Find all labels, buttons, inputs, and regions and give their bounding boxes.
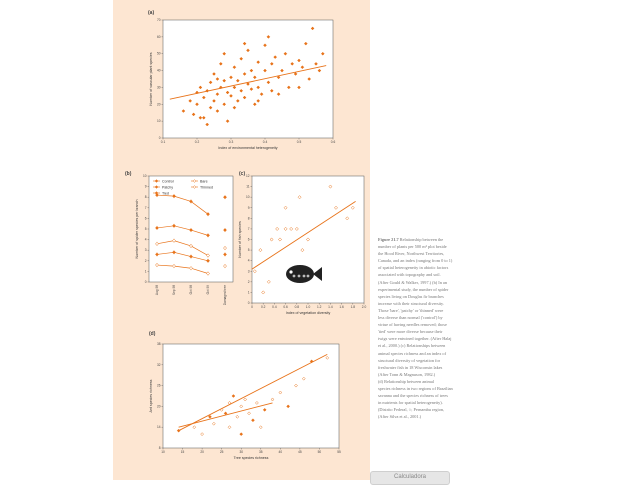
y-axis-label: Number of spider species per branch: [135, 199, 139, 259]
x-tick-label: 0.2: [194, 140, 200, 144]
caption-line: Those 'bare', 'patchy' or 'thinned' were: [378, 307, 444, 313]
caption-line: (After Tonn & Magnuson, 1982.): [378, 371, 436, 377]
caption-line: (Distrito Federal, ○; Pernambu region,: [378, 407, 445, 413]
x-axis-label: Index of environmental heterogeneity: [218, 146, 278, 150]
textbook-page: [113, 0, 370, 480]
x-axis-label: Tree species richness: [233, 456, 269, 460]
caption-line: increase with their structural diversity.: [378, 300, 444, 306]
y-tick-label: 1: [247, 290, 250, 295]
y-tick-label: 40: [156, 68, 161, 73]
x-tick-label: 40: [278, 450, 283, 454]
y-tick-label: 5: [144, 227, 147, 231]
y-tick-label: 20: [156, 404, 161, 409]
x-tick-label: 10: [161, 450, 165, 454]
chart-a: [113, 0, 370, 170]
legend-entry: Tied: [162, 191, 169, 196]
figure-caption: [378, 236, 506, 420]
x-tick-label: 45: [298, 450, 302, 454]
caption-line: species richness in two regions of Brazilian: [378, 385, 453, 391]
caption-line: (After Gould & Walker, 1997.) (b) In an: [378, 279, 447, 285]
y-tick-label: 60: [156, 34, 161, 39]
x-tick-label: 0.4: [272, 305, 277, 309]
x-tick-label: 2.0: [361, 305, 367, 309]
y-tick-label: 5: [247, 248, 250, 253]
y-tick-label: 38: [156, 342, 161, 346]
y-tick-label: 10: [156, 119, 161, 124]
x-tick-label: 0.6: [330, 140, 336, 144]
x-tick-label: 55: [337, 450, 341, 454]
plot-area: [163, 344, 339, 448]
x-tick-label: Damaged tree: [223, 285, 227, 306]
y-tick-label: 14: [156, 425, 161, 430]
x-tick-label: 0.6: [283, 305, 288, 309]
caption-line: twigs were entwined together. (After Halaj: [378, 336, 452, 342]
legend-entry: Bare: [200, 179, 208, 184]
caption-line: (d) Relationship between animal: [378, 378, 434, 384]
y-axis-label: Number of fish species: [238, 221, 242, 258]
x-tick-label: 0.5: [296, 140, 302, 144]
caption-line: savanna and the species richness of trees: [378, 393, 448, 399]
caption-line: (After Silva et al., 2001.): [378, 414, 422, 420]
chart-d: [113, 330, 370, 480]
x-tick-label: 0: [251, 305, 253, 309]
x-tick-label: 1.4: [328, 305, 333, 309]
caption-line: species living on Douglas fir branches: [378, 293, 444, 299]
x-tick-label: Oct 98: [189, 285, 193, 295]
caption-line: experimental study, the number of spider: [378, 286, 449, 292]
y-tick-label: 50: [156, 51, 161, 56]
y-tick-label: 3: [144, 248, 147, 253]
caption-line: animal species richness and an index of: [378, 350, 447, 356]
chart-c: [238, 170, 370, 330]
x-tick-label: Oct 99: [206, 285, 210, 295]
panel-label-b: (b): [125, 171, 132, 177]
caption-line: associated with topography and soil.: [378, 272, 441, 278]
chart-b: [113, 170, 238, 320]
x-tick-label: 0.3: [228, 140, 234, 144]
y-tick-label: 10: [245, 195, 250, 200]
x-tick-label: 1.6: [339, 305, 344, 309]
fish-eye: [289, 270, 292, 273]
y-tick-label: 6: [247, 237, 250, 242]
caption-line: Canada, and an index (ranging from 0 to 1): [378, 258, 453, 264]
y-tick-label: 0: [158, 136, 161, 140]
legend-entry: Patchy: [162, 185, 173, 190]
fish-spot: [293, 275, 296, 278]
x-tick-label: 35: [259, 450, 263, 454]
y-tick-label: 0: [247, 301, 250, 305]
y-tick-label: 8: [158, 446, 161, 450]
x-tick-label: Aug 98: [155, 285, 159, 296]
y-tick-label: 1: [144, 269, 147, 274]
x-axis-label: Index of vegetation diversity: [285, 311, 331, 315]
caption-line: less diverse than normal ('control') by: [378, 315, 443, 321]
x-tick-label: 0.2: [260, 305, 266, 309]
y-tick-label: 32: [156, 362, 161, 367]
y-tick-label: 10: [142, 174, 147, 178]
caption-line: 'tied' were more diverse because their: [378, 329, 443, 335]
y-tick-label: 11: [246, 184, 250, 189]
x-tick-label: 20: [200, 450, 204, 454]
x-tick-label: 1.8: [350, 305, 356, 309]
panel-label-a: (a): [148, 10, 155, 16]
y-tick-label: 8: [144, 195, 147, 200]
y-tick-label: 12: [245, 174, 250, 178]
y-axis-label: Ant species richness: [149, 379, 153, 413]
x-tick-label: 0.8: [294, 305, 300, 309]
x-tick-label: 0.1: [160, 140, 166, 144]
legend-entry: Thinned: [200, 185, 213, 190]
legend-entry: Control: [162, 179, 174, 184]
y-tick-label: 7: [247, 226, 250, 231]
x-tick-label: 50: [317, 450, 322, 454]
x-tick-label: 0.4: [262, 140, 268, 144]
fish-spot: [303, 275, 306, 278]
y-tick-label: 3: [247, 269, 250, 274]
y-tick-label: 70: [156, 18, 161, 22]
y-tick-label: 7: [144, 205, 147, 210]
calculator-tab[interactable]: Calculadora: [370, 471, 450, 485]
x-tick-label: 1.2: [316, 305, 322, 309]
y-tick-label: 20: [156, 102, 161, 107]
x-tick-label: 1.0: [305, 305, 311, 309]
fish-spot: [307, 275, 310, 278]
y-tick-label: 2: [144, 258, 147, 263]
y-tick-label: 30: [156, 85, 161, 90]
caption-line: of spatial heterogeneity in abiotic factors: [378, 265, 449, 271]
y-tick-label: 2: [247, 279, 250, 284]
figure-label: Figure 21.7: [378, 237, 399, 242]
caption-line: structural diversity of vegetation for: [378, 357, 441, 363]
caption-line: Relationship between the: [399, 237, 444, 242]
x-tick-label: 30: [239, 450, 243, 454]
caption-line: freshwater fish in 18 Wisconsin lakes: [378, 364, 443, 370]
caption-line: in nutrients for spatial heterogeneity).: [378, 400, 443, 406]
fish-body: [286, 265, 314, 283]
caption-line: the Hood River, Northwest Territories,: [378, 251, 445, 257]
panel-label-d: (d): [149, 331, 156, 337]
y-axis-label: Number of vascular plant species: [149, 52, 153, 106]
y-tick-label: 9: [247, 205, 250, 210]
caption-first-line: [378, 236, 506, 243]
y-tick-label: 4: [144, 237, 147, 242]
x-tick-label: 25: [219, 450, 224, 454]
y-tick-label: 26: [156, 383, 161, 388]
fish-spot: [298, 275, 301, 278]
x-tick-label: Sep 98: [172, 285, 176, 296]
y-tick-label: 4: [247, 258, 250, 263]
panel-label-c: (c): [239, 171, 246, 177]
y-tick-label: 8: [247, 216, 250, 221]
caption-line: number of plants per 500 m² plot beside: [378, 244, 447, 250]
caption-line: et al., 2000.) (c) Relationships between: [378, 343, 446, 349]
y-tick-label: 6: [144, 216, 147, 221]
y-tick-label: 9: [144, 184, 147, 189]
caption-line: virtue of having needles removed; those: [378, 322, 447, 328]
y-tick-label: 0: [144, 280, 147, 284]
x-tick-label: 15: [180, 450, 185, 454]
